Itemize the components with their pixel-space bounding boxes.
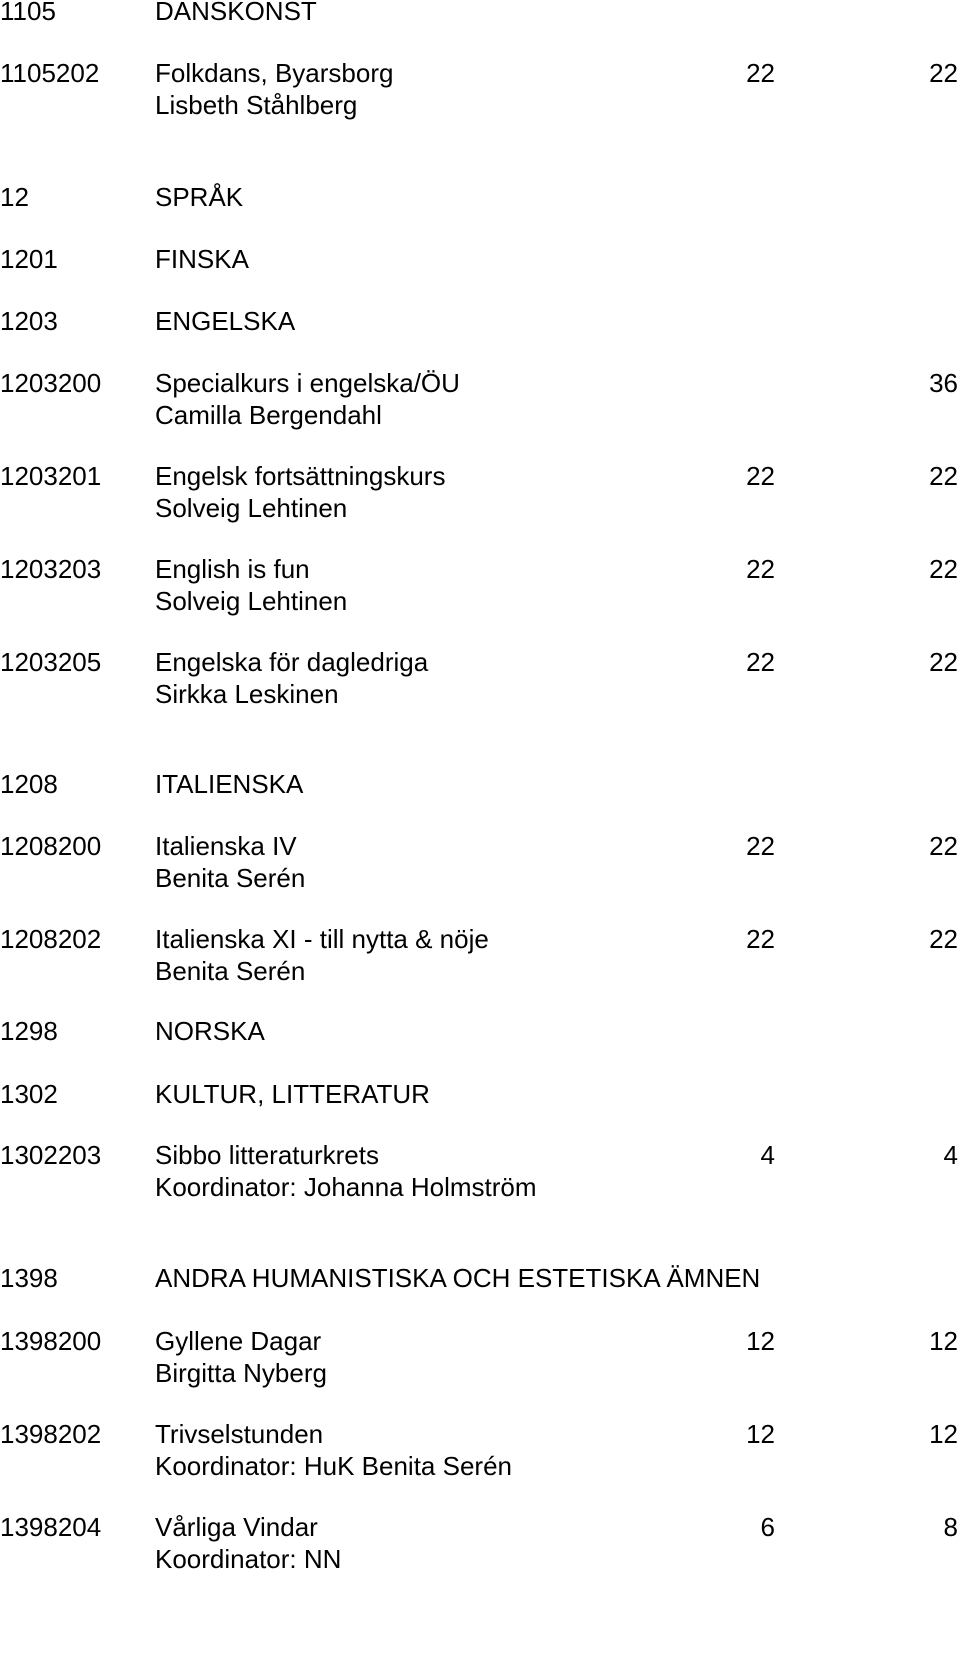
- section-title: FINSKA: [155, 244, 249, 274]
- course-value-2: 22: [929, 831, 958, 861]
- course-code: 1398202: [0, 1419, 102, 1449]
- course-code: 1203205: [0, 647, 102, 677]
- course-title: Italienska XI - till nytta & nöje: [155, 924, 489, 954]
- course-title: English is fun: [155, 554, 310, 584]
- course-value-1: 22: [746, 924, 775, 954]
- course-value-1: 12: [746, 1419, 775, 1449]
- course-value-2: 4: [943, 1140, 958, 1170]
- course-title: Trivselstunden: [155, 1419, 324, 1449]
- course-value-2: 12: [929, 1419, 958, 1449]
- course-value-2: 22: [929, 647, 958, 677]
- course-value-1: 22: [746, 461, 775, 491]
- course-value-2: 22: [929, 924, 958, 954]
- course-teacher-row: [0, 492, 960, 525]
- course-value-1: 22: [746, 831, 775, 861]
- course-teacher-row: [0, 89, 960, 122]
- course-code: 1398200: [0, 1326, 102, 1356]
- course-code: 12: [0, 182, 29, 212]
- section-title: ENGELSKA: [155, 306, 296, 336]
- course-code: 1105: [0, 0, 56, 26]
- section-title: ANDRA HUMANISTISKA OCH ESTETISKA ÄMNEN: [155, 1263, 761, 1293]
- course-value-2: 22: [929, 554, 958, 584]
- course-code: 1201: [0, 244, 58, 274]
- course-teacher-row: [0, 678, 960, 711]
- course-row: [0, 553, 960, 586]
- course-code: 1105202: [0, 58, 100, 88]
- course-title: Engelska för dagledriga: [155, 647, 429, 677]
- course-teacher-row: [0, 955, 960, 988]
- course-teacher: Solveig Lehtinen: [155, 493, 348, 523]
- course-row: [0, 1139, 960, 1172]
- course-value-1: 12: [746, 1326, 775, 1356]
- course-value-1: 6: [760, 1512, 775, 1542]
- section-heading-row: [0, 243, 960, 276]
- course-value-2: 12: [929, 1326, 958, 1356]
- course-row: [0, 923, 960, 956]
- section-title: KULTUR, LITTERATUR: [155, 1079, 430, 1109]
- course-title: Vårliga Vindar: [155, 1512, 318, 1542]
- course-row: [0, 367, 960, 400]
- course-code: 1398204: [0, 1512, 102, 1542]
- course-teacher: Koordinator: NN: [155, 1544, 342, 1574]
- course-teacher-row: [0, 862, 960, 895]
- course-teacher: Sirkka Leskinen: [155, 679, 339, 709]
- course-value-1: 22: [746, 554, 775, 584]
- section-heading-row: [0, 181, 960, 214]
- course-teacher: Lisbeth Ståhlberg: [155, 90, 358, 120]
- section-heading-row: [0, 1015, 960, 1048]
- course-value-2: 22: [929, 461, 958, 491]
- course-code: 1203200: [0, 368, 102, 398]
- course-title: Specialkurs i engelska/ÖU: [155, 368, 460, 398]
- course-code: 1302: [0, 1079, 58, 1109]
- course-code: 1398: [0, 1263, 58, 1293]
- course-code: 1208202: [0, 924, 102, 954]
- course-title: Italienska IV: [155, 831, 297, 861]
- course-teacher: Koordinator: Johanna Holmström: [155, 1172, 537, 1202]
- section-title: NORSKA: [155, 1016, 265, 1046]
- course-value-1: 22: [746, 58, 775, 88]
- course-value-2: 36: [929, 368, 958, 398]
- course-code: 1302203: [0, 1140, 102, 1170]
- course-value-2: 8: [943, 1512, 958, 1542]
- course-teacher: Koordinator: HuK Benita Serén: [155, 1451, 512, 1481]
- course-title: Sibbo litteraturkrets: [155, 1140, 379, 1170]
- course-teacher-row: [0, 1543, 960, 1576]
- section-heading-row: [0, 1078, 960, 1111]
- course-code: 1208200: [0, 831, 102, 861]
- section-heading-row: [0, 305, 960, 338]
- course-row: [0, 830, 960, 863]
- course-teacher: Solveig Lehtinen: [155, 586, 348, 616]
- course-value-2: 22: [929, 58, 958, 88]
- course-title: Folkdans, Byarsborg: [155, 58, 394, 88]
- course-code: 1208: [0, 769, 58, 799]
- section-title: ITALIENSKA: [155, 769, 304, 799]
- course-teacher: Benita Serén: [155, 863, 306, 893]
- section-title: DANSKONST: [155, 0, 317, 26]
- course-teacher: Camilla Bergendahl: [155, 400, 382, 430]
- course-code: 1203201: [0, 461, 102, 491]
- course-row: [0, 646, 960, 679]
- course-teacher: Birgitta Nyberg: [155, 1358, 327, 1388]
- section-title: SPRÅK: [155, 182, 244, 212]
- course-teacher-row: [0, 1450, 960, 1483]
- course-teacher-row: [0, 1357, 960, 1390]
- course-title: Engelsk fortsättningskurs: [155, 461, 446, 491]
- course-row: [0, 1325, 960, 1358]
- section-heading-row: [0, 0, 960, 28]
- course-teacher-row: [0, 399, 960, 432]
- course-code: 1203203: [0, 554, 102, 584]
- course-value-1: 4: [760, 1140, 775, 1170]
- course-row: [0, 57, 960, 90]
- course-row: [0, 1511, 960, 1544]
- course-code: 1203: [0, 306, 58, 336]
- course-code: 1298: [0, 1016, 58, 1046]
- course-title: Gyllene Dagar: [155, 1326, 322, 1356]
- section-heading-row: [0, 1262, 960, 1295]
- section-heading-row: [0, 768, 960, 801]
- course-teacher: Benita Serén: [155, 956, 306, 986]
- course-row: [0, 1418, 960, 1451]
- course-value-1: 22: [746, 647, 775, 677]
- course-row: [0, 460, 960, 493]
- course-teacher-row: [0, 1171, 960, 1204]
- course-teacher-row: [0, 585, 960, 618]
